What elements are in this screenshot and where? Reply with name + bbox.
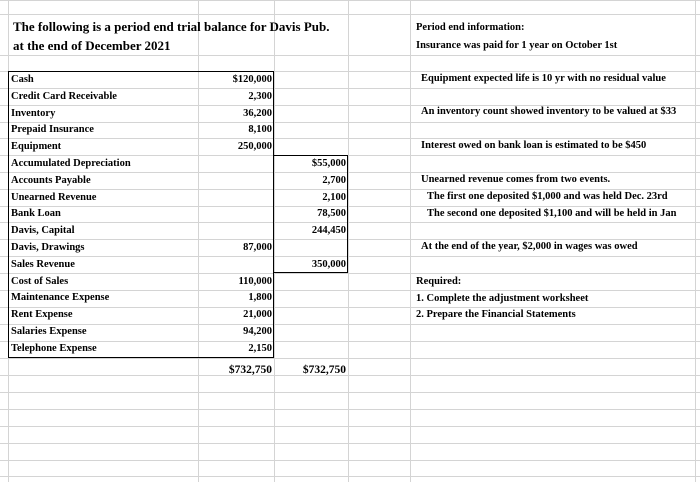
- total-credit: $732,750: [302, 364, 346, 376]
- info-unearned-1: The first one deposited $1,000 and was held Dec. 23rd: [427, 191, 668, 202]
- account-name: Cost of Sales: [11, 276, 69, 287]
- account-debit: 2,300: [248, 91, 272, 102]
- account-name: Inventory: [11, 108, 56, 119]
- info-required-title: Required:: [416, 276, 462, 287]
- account-name: Prepaid Insurance: [11, 124, 94, 135]
- heading-line-1: The following is a period end trial balance for Davis Pub.: [13, 19, 330, 34]
- info-required-2: 2. Prepare the Financial Statements: [416, 309, 576, 320]
- account-name: Unearned Revenue: [11, 192, 97, 203]
- account-name: Telephone Expense: [11, 343, 97, 354]
- account-debit: 110,000: [238, 276, 272, 287]
- info-wages: At the end of the year, $2,000 in wages was owed: [421, 241, 638, 252]
- account-credit: 78,500: [317, 208, 346, 219]
- info-unearned-2: The second one deposited $1,100 and will be held in Jan: [427, 208, 677, 219]
- account-credit: $55,000: [311, 158, 346, 169]
- account-name: Equipment: [11, 141, 62, 152]
- account-name: Maintenance Expense: [11, 292, 110, 303]
- account-debit: 94,200: [243, 326, 272, 337]
- account-credit: 2,700: [322, 175, 346, 186]
- account-name: Credit Card Receivable: [11, 91, 117, 102]
- account-debit: 1,800: [248, 292, 272, 303]
- account-name: Accumulated Depreciation: [11, 158, 131, 169]
- info-equipment: Equipment expected life is 10 yr with no residual value: [421, 73, 666, 84]
- account-credit: 350,000: [311, 259, 346, 270]
- account-name: Davis, Drawings: [11, 242, 85, 253]
- account-name: Davis, Capital: [11, 225, 75, 236]
- account-name: Bank Loan: [11, 208, 61, 219]
- account-debit: 87,000: [243, 242, 272, 253]
- total-debit: $732,750: [228, 364, 272, 376]
- account-name: Salaries Expense: [11, 326, 87, 337]
- account-debit: 8,100: [248, 124, 272, 135]
- account-name: Cash: [11, 74, 34, 85]
- info-title: Period end information:: [416, 22, 525, 33]
- info-interest: Interest owed on bank loan is estimated to be $450: [421, 140, 647, 151]
- info-unearned-title: Unearned revenue comes from two events.: [421, 174, 611, 185]
- account-name: Sales Revenue: [11, 259, 75, 270]
- account-name: Accounts Payable: [11, 175, 91, 186]
- account-credit: 2,100: [322, 192, 346, 203]
- heading-line-2: at the end of December 2021: [13, 38, 171, 53]
- account-debit: 250,000: [237, 141, 272, 152]
- account-credit: 244,450: [311, 225, 346, 236]
- info-required-1: 1. Complete the adjustment worksheet: [416, 293, 589, 304]
- account-name: Rent Expense: [11, 309, 73, 320]
- info-inventory: An inventory count showed inventory to be valued at $33: [421, 106, 677, 117]
- account-debit: 2,150: [248, 343, 272, 354]
- info-insurance: Insurance was paid for 1 year on October 1st: [416, 40, 618, 51]
- account-debit: $120,000: [232, 74, 272, 85]
- account-debit: 36,200: [243, 108, 272, 119]
- account-debit: 21,000: [243, 309, 272, 320]
